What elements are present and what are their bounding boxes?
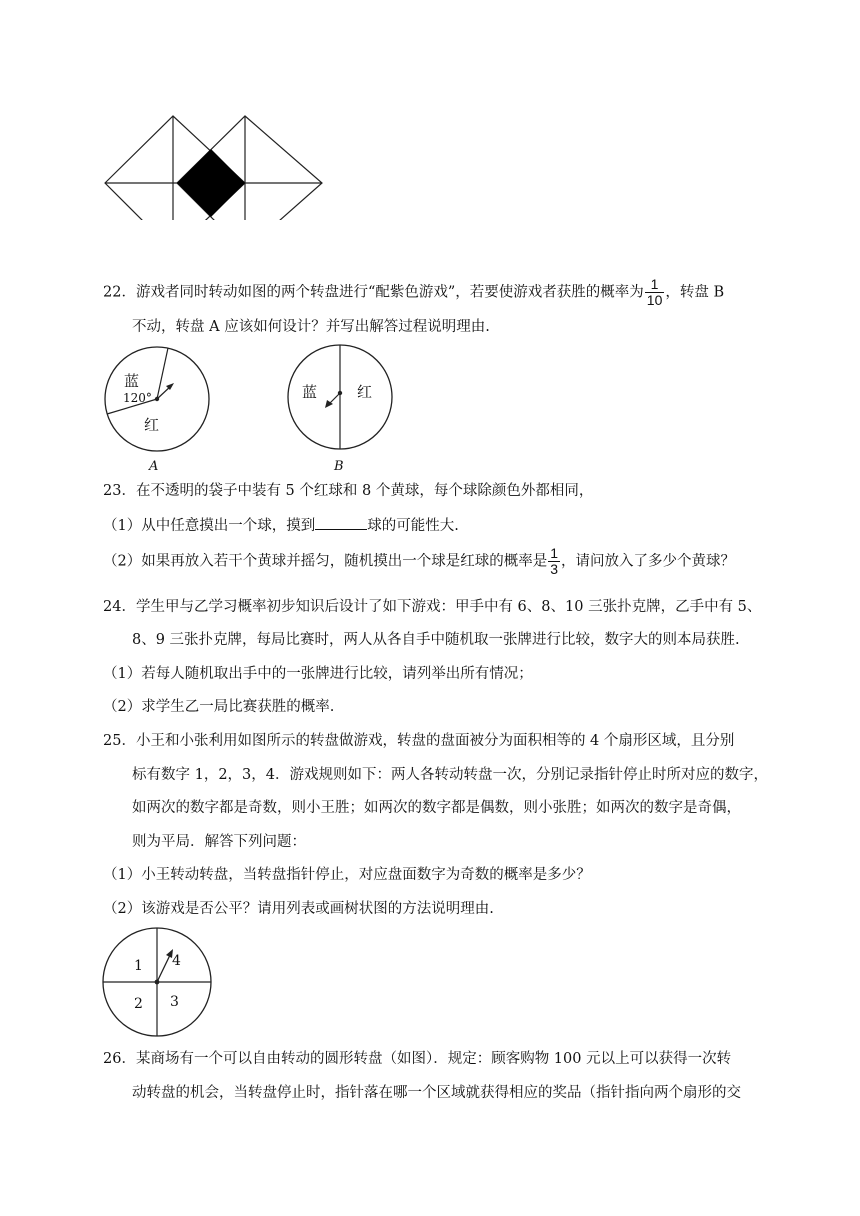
spinner-a-red-label: 红 — [144, 416, 160, 434]
spinner-a — [96, 340, 216, 474]
sector-label-4: 4 — [172, 953, 181, 969]
q26-line2: 动转盘的机会，当转盘停止时，指针落在哪一个区域就获得相应的奖品（指针指向两个扇形的交 — [132, 1085, 741, 1101]
q25-line5: （1）小王转动转盘，当转盘指针停止，对应盘面数字为奇数的概率是多少？ — [103, 867, 591, 883]
spinner-b-caption: B — [334, 459, 344, 474]
q25-line2: 标有数字 1，2，3，4．游戏规则如下：两人各转动转盘一次，分别记录指针停止时所对应的数字， — [132, 767, 769, 783]
spinner-b-red-label: 红 — [357, 383, 373, 401]
q24-line4: （2）求学生乙一局比赛获胜的概率. — [103, 699, 335, 715]
q24-line2: 8、9 三张扑克牌，每局比赛时，两人从各自手中随机取一张牌进行比较，数字大的则本局获胜. — [132, 632, 740, 648]
q25-line1: 25．小王和小张利用如图所示的转盘做游戏，转盘的盘面被分为面积相等的 4 个扇形区域，且分别 — [103, 733, 735, 749]
q24-line1: 24．学生甲与乙学习概率初步知识后设计了如下游戏：甲手中有 6、8、10 三张扑克牌，乙手中有 5、 — [103, 599, 762, 615]
spinner-b-blue-label: 蓝 — [302, 383, 318, 401]
q25-line6: （2）该游戏是否公平？请用列表或画树状图的方法说明理由. — [103, 901, 494, 917]
diamond-figure — [100, 110, 330, 220]
q26-line1: 26．某商场有一个可以自由转动的圆形转盘（如图）．规定：顾客购物 100 元以上可以获得一次转 — [103, 1051, 732, 1067]
spinner-four-sector — [100, 925, 214, 1039]
answer-blank[interactable] — [315, 515, 367, 530]
sector-label-2: 2 — [134, 996, 143, 1012]
sector-label-3: 3 — [170, 994, 179, 1010]
spinner-a-angle-label: 120° — [123, 391, 152, 405]
black-square — [177, 149, 245, 217]
q23-line2: （1）从中任意摸出一个球，摸到 球的可能性大. — [103, 515, 459, 536]
q25-line3: 如两次的数字都是奇数，则小王胜；如两次的数字都是偶数，则小张胜；如两次的数字是奇偶， — [132, 800, 741, 816]
q24-line3: （1）若每人随机取出手中的一张牌进行比较，请列举出所有情况； — [103, 666, 533, 682]
q23-line1: 23．在不透明的袋子中装有 5 个红球和 8 个黄球，每个球除颜色外都相同， — [103, 483, 594, 499]
q25-line4: 则为平局．解答下列问题： — [132, 834, 306, 850]
spinner-b — [283, 340, 403, 474]
q22-line2: 不动，转盘 A 应该如何设计？并写出解答过程说明理由. — [132, 319, 490, 335]
q22-line1: 22．游戏者同时转动如图的两个转盘进行“配紫色游戏”，若要使游戏者获胜的概率为 $\frac{1}{10}$ ，转盘 B — [103, 276, 725, 308]
q23-line3: （2）如果再放入若干个黄球并摇匀，随机摸出一个球是红球的概率是 $\frac{1}{3}$ ，请问放入了多少个黄球？ — [103, 545, 736, 577]
sector-label-1: 1 — [134, 958, 143, 974]
q23-fraction: $\frac{1}{3}$ — [550, 545, 559, 577]
spinner-a-caption: A — [149, 459, 159, 474]
spinner-a-blue-label: 蓝 — [124, 372, 140, 390]
q22-fraction: $\frac{1}{10}$ — [646, 276, 663, 308]
